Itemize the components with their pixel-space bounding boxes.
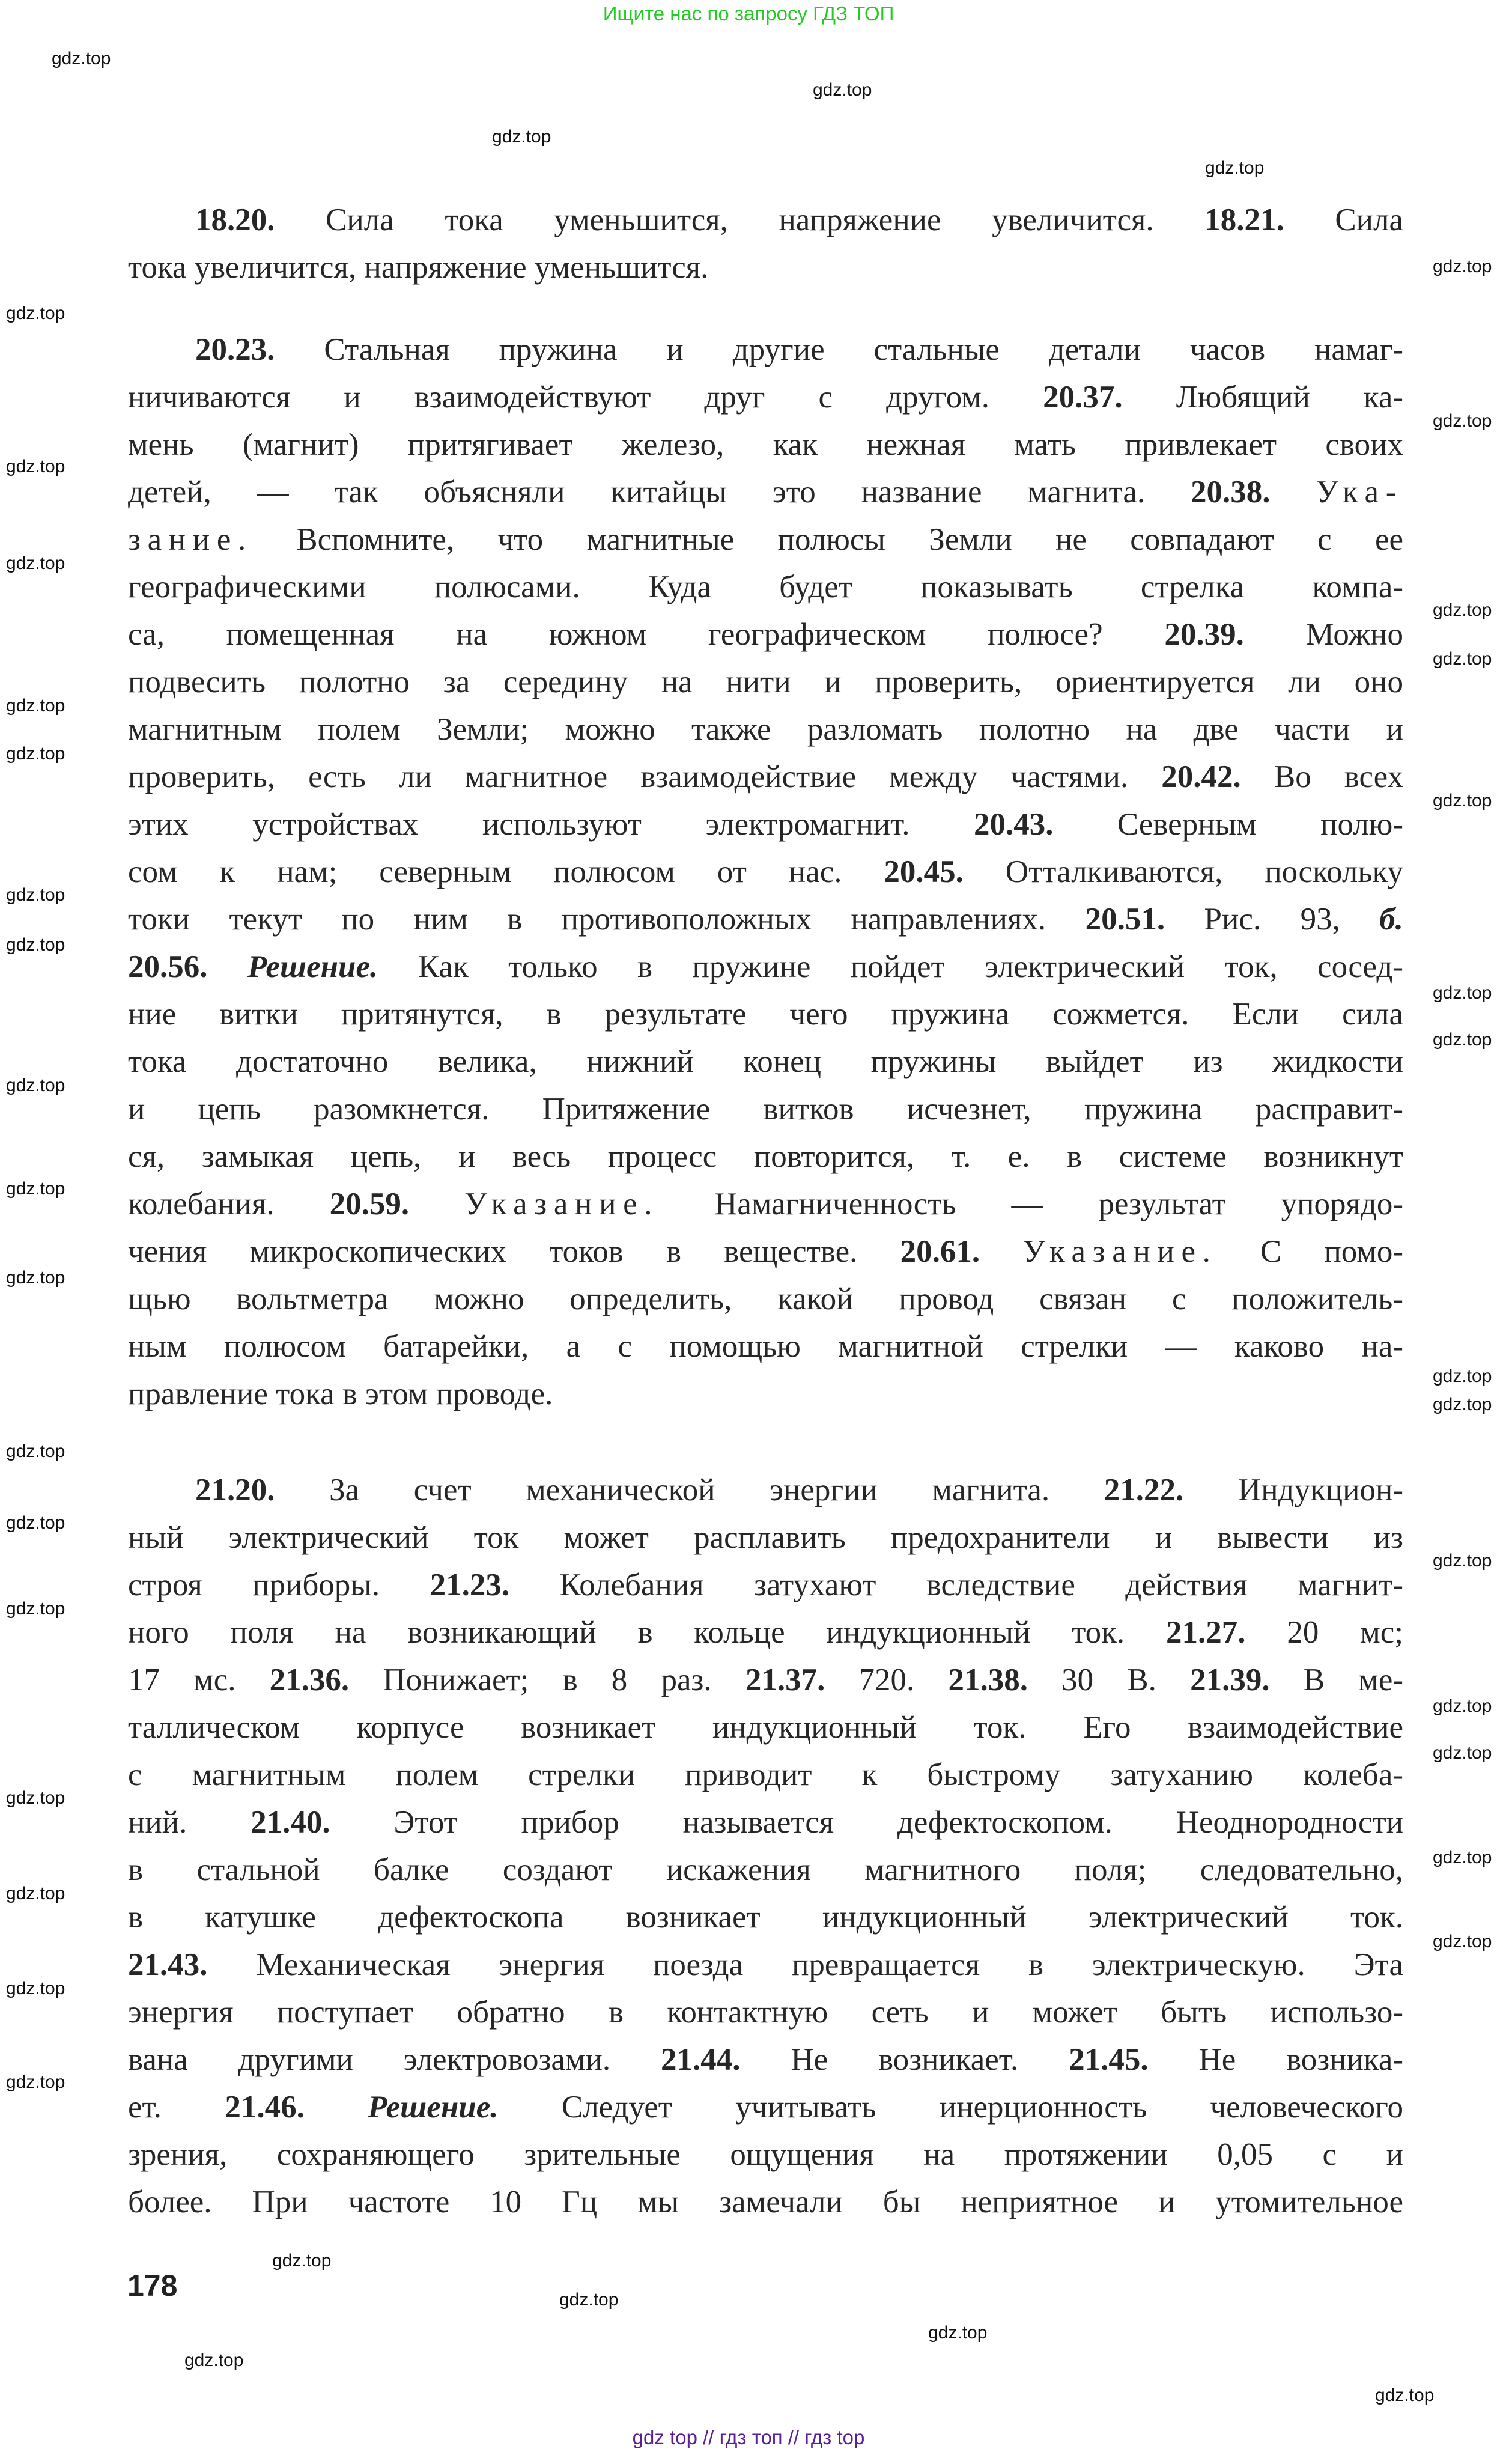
text-run: мень (магнит) притягивает железо, как нежная мать привлекает своих xyxy=(128,427,1403,462)
watermark: gdz.top xyxy=(6,303,65,323)
problem-number: 20.61. xyxy=(900,1234,980,1269)
problem-number: 21.37. xyxy=(745,1662,825,1697)
text-run: чения микроскопических токов в веществе. xyxy=(128,1234,900,1269)
watermark: gdz.top xyxy=(1433,1366,1492,1386)
problem-number: 20.51. xyxy=(1085,902,1165,937)
watermark: gdz.top xyxy=(6,696,65,716)
problem-number: 21.36. xyxy=(269,1662,350,1697)
text-run: зрения, сохраняющего зрительные ощущения на протяжении 0,05 с и xyxy=(128,2137,1403,2172)
problem-number: 21.20. xyxy=(195,1473,275,1507)
text-run: в катушке дефектоскопа возникает индукционный электрический ток. xyxy=(128,1900,1403,1935)
watermark: gdz.top xyxy=(1433,791,1492,811)
text-run: сом к нам; северным полюсом от нас. xyxy=(128,854,884,889)
emphasis-text: Ука- xyxy=(1316,475,1404,510)
text-run: тока увеличится, напряжение уменьшится. xyxy=(128,250,709,285)
text-run: Можно xyxy=(1243,617,1403,652)
text-run: са, помещенная на южном географическом полюсе? xyxy=(128,617,1165,652)
answer-paragraph-20 xyxy=(128,326,1403,1418)
emphasis-text: б. xyxy=(1379,902,1403,937)
text-run: ный электрический ток может расплавить предохранители и вывести из xyxy=(128,1520,1403,1555)
text-run: ным полюсом батарейки, а с помощью магнитной стрелки — каково на- xyxy=(128,1329,1403,1364)
watermark: gdz.top xyxy=(6,1513,65,1533)
text-line xyxy=(128,659,1403,706)
text-run: таллическом корпусе возникает индукционный ток. Его взаимодействие xyxy=(128,1710,1403,1745)
text-run: более. При частоте 10 Гц мы замечали бы неприятное и утомительное xyxy=(128,2185,1403,2219)
text-line xyxy=(128,848,1403,896)
watermark: gdz.top xyxy=(6,553,65,573)
search-banner[interactable]: Ищите нас по запросу ГДЗ ТОП xyxy=(603,2,894,25)
problem-number: 21.39. xyxy=(1190,1662,1270,1697)
watermark: gdz.top xyxy=(1433,1696,1492,1716)
watermark: gdz.top xyxy=(52,49,111,68)
problem-number: 20.59. xyxy=(329,1187,410,1221)
watermark: gdz.top xyxy=(6,935,65,955)
problem-number: 20.42. xyxy=(1161,759,1241,794)
text-line xyxy=(128,1799,1403,1846)
text-run: в стальной балке создают искажения магнитного поля; следовательно, xyxy=(128,1852,1403,1887)
watermark: gdz.top xyxy=(928,2323,988,2343)
text-line xyxy=(128,196,1403,244)
footer-links[interactable]: gdz top // гдз топ // гдз top xyxy=(632,2426,865,2448)
text-run xyxy=(980,1234,1022,1269)
page-number: 178 xyxy=(127,2269,178,2302)
watermark: gdz.top xyxy=(6,2072,65,2092)
text-line xyxy=(128,896,1403,943)
text-run: строя приборы. xyxy=(128,1568,430,1602)
watermark: gdz.top xyxy=(1433,1030,1492,1050)
text-line xyxy=(128,2179,1403,2226)
text-line xyxy=(128,1514,1403,1562)
problem-number: 20.56. xyxy=(128,949,208,984)
text-line xyxy=(128,2131,1403,2179)
problem-number: 21.22. xyxy=(1104,1473,1184,1507)
text-run: ного поля на возникающий в кольце индукционный ток. xyxy=(128,1615,1167,1650)
text-run: проверить, есть ли магнитное взаимодействие между частями. xyxy=(128,759,1162,794)
text-run: вана другими электровозами. xyxy=(128,2042,661,2077)
text-run: магнитным полем Земли; можно также разломать полотно на две части и xyxy=(128,712,1403,747)
text-run: географическими полюсами. Куда будет показывать стрелка компа- xyxy=(128,570,1403,604)
text-run: Северным полю- xyxy=(1053,807,1403,842)
text-run: этих устройствах используют электромагнит. xyxy=(128,807,974,842)
text-run: ний. xyxy=(128,1805,251,1840)
text-line xyxy=(128,374,1403,421)
text-run: Отталкиваются, поскольку xyxy=(963,854,1404,889)
watermark: gdz.top xyxy=(492,127,551,147)
text-run: и цепь разомкнется. Притяжение витков исчезнет, пружина расправит- xyxy=(128,1092,1403,1127)
text-line xyxy=(128,1894,1403,1941)
text-line xyxy=(128,516,1403,564)
text-run: Этот прибор называется дефектоскопом. Неоднородности xyxy=(330,1805,1403,1840)
text-run: Рис. 93, xyxy=(1165,902,1380,937)
problem-number: 20.43. xyxy=(974,807,1054,842)
problem-number: 21.23. xyxy=(430,1568,510,1602)
watermark: gdz.top xyxy=(6,1884,65,1903)
watermark: gdz.top xyxy=(1433,1743,1492,1763)
watermark: gdz.top xyxy=(1433,411,1492,431)
text-run: ничиваются и взаимодействуют друг с другом. xyxy=(128,380,1043,415)
text-run: За счет механической энергии магнита. xyxy=(275,1473,1104,1507)
text-line xyxy=(128,943,1403,991)
text-run: Во всех xyxy=(1240,759,1404,794)
text-line xyxy=(128,753,1403,801)
text-line xyxy=(128,1370,1403,1418)
watermark: gdz.top xyxy=(813,80,872,100)
text-run: тока достаточно велика, нижний конец пружины выйдет из жидкости xyxy=(128,1044,1403,1079)
text-run: Следует учитывать инерционность человеческого xyxy=(498,2090,1404,2125)
text-line xyxy=(128,1276,1403,1323)
watermark: gdz.top xyxy=(1433,257,1492,276)
text-run: ние витки притянутся, в результате чего пружина сожмется. Если сила xyxy=(128,997,1403,1032)
text-line xyxy=(128,1941,1403,1989)
watermark: gdz.top xyxy=(6,1179,65,1199)
problem-number: 20.23. xyxy=(195,332,275,367)
answer-paragraph-21 xyxy=(128,1467,1403,2226)
watermark: gdz.top xyxy=(6,457,65,476)
text-run: 17 мс. xyxy=(128,1662,270,1697)
text-run: Стальная пружина и другие стальные детали часов намаг- xyxy=(275,332,1403,367)
text-line xyxy=(128,1467,1403,1514)
watermark: gdz.top xyxy=(1205,158,1265,178)
problem-number: 20.37. xyxy=(1043,380,1123,415)
problem-number: 21.43. xyxy=(128,1947,208,1982)
problem-number: 21.44. xyxy=(660,2042,741,2077)
text-run: С помо- xyxy=(1217,1234,1403,1269)
text-line xyxy=(128,2036,1403,2084)
problem-number: 21.27. xyxy=(1166,1615,1246,1650)
problem-number: 18.20. xyxy=(195,202,275,237)
text-run: Не возника- xyxy=(1148,2042,1404,2077)
text-line xyxy=(128,1323,1403,1370)
text-run: с магнитным полем стрелки приводит к быстрому затуханию колеба- xyxy=(128,1757,1403,1792)
watermark: gdz.top xyxy=(6,1788,65,1808)
watermark: gdz.top xyxy=(1433,1848,1492,1867)
text-line xyxy=(128,1038,1403,1086)
text-line xyxy=(128,1086,1403,1133)
text-line xyxy=(128,1562,1403,1609)
text-line xyxy=(128,706,1403,753)
text-line xyxy=(128,1846,1403,1894)
problem-number: 21.46. xyxy=(225,2090,305,2125)
text-line xyxy=(128,469,1403,516)
problem-number: 21.45. xyxy=(1069,2042,1149,2077)
emphasis-text: Решение. xyxy=(247,949,378,984)
watermark: gdz.top xyxy=(1433,600,1492,620)
text-run: ся, замыкая цепь, и весь процесс повторится, т. е. в системе возникнут xyxy=(128,1139,1403,1174)
text-line xyxy=(128,326,1403,374)
text-run: Индукцион- xyxy=(1183,1473,1404,1507)
watermark: gdz.top xyxy=(6,744,65,764)
problem-number: 20.39. xyxy=(1164,617,1244,652)
text-run: Любящий ка- xyxy=(1122,380,1403,415)
text-line xyxy=(128,1181,1403,1228)
text-run: Механическая энергия поезда превращается в электрическую. Эта xyxy=(207,1947,1403,1982)
watermark: gdz.top xyxy=(6,885,65,905)
emphasis-text: зание. xyxy=(128,522,253,557)
emphasis-text: Решение. xyxy=(368,2090,499,2125)
text-run: токи текут по ним в противоположных направлениях. xyxy=(128,902,1086,937)
problem-number: 20.38. xyxy=(1191,475,1271,510)
text-run: детей, — так объясняли китайцы это название магнита. xyxy=(128,475,1191,510)
text-line xyxy=(128,2084,1403,2131)
watermark: gdz.top xyxy=(6,1268,65,1288)
watermark: gdz.top xyxy=(1433,1395,1492,1414)
emphasis-text: Указание. xyxy=(464,1187,660,1221)
text-line xyxy=(128,1989,1403,2036)
text-run: Колебания затухают вследствие действия магнит- xyxy=(509,1568,1403,1602)
watermark: gdz.top xyxy=(1375,2385,1435,2405)
watermark: gdz.top xyxy=(6,1979,65,1998)
watermark: gdz.top xyxy=(1433,1932,1492,1951)
text-run: подвесить полотно за середину на нити и проверить, ориентируется ли оно xyxy=(128,665,1403,699)
text-line xyxy=(128,1133,1403,1181)
text-line xyxy=(128,1656,1403,1704)
watermark: gdz.top xyxy=(1433,1551,1492,1571)
text-run: В ме- xyxy=(1269,1662,1403,1697)
text-run: Понижает; в 8 раз. xyxy=(349,1662,745,1697)
text-line xyxy=(128,991,1403,1038)
watermark: gdz.top xyxy=(272,2251,332,2271)
text-run: ет. xyxy=(128,2090,225,2125)
text-run: Намагниченность — результат упорядо- xyxy=(659,1187,1404,1221)
answer-paragraph-18 xyxy=(128,196,1403,291)
text-run: 720. xyxy=(825,1662,949,1697)
text-run: правление тока в этом проводе. xyxy=(128,1376,553,1411)
text-run xyxy=(409,1187,464,1221)
text-line xyxy=(128,801,1403,848)
text-line xyxy=(128,1751,1403,1799)
text-run: Вспомните, что магнитные полюсы Земли не совпадают с ее xyxy=(252,522,1403,557)
watermark: gdz.top xyxy=(184,2350,244,2370)
text-line xyxy=(128,1609,1403,1656)
text-run xyxy=(208,949,247,984)
problem-number: 20.45. xyxy=(884,854,964,889)
text-run: Как только в пружине пойдет электрический ток, сосед- xyxy=(378,949,1403,984)
text-run: Не возникает. xyxy=(740,2042,1069,2077)
text-line xyxy=(128,564,1403,611)
problem-number: 21.38. xyxy=(948,1662,1028,1697)
text-run: энергия поступает обратно в контактную сеть и может быть использо- xyxy=(128,1995,1403,2030)
text-line xyxy=(128,1228,1403,1276)
text-run: Сила тока уменьшится, напряжение увеличится. xyxy=(275,202,1205,237)
problem-number: 18.21. xyxy=(1204,202,1284,237)
text-run: колебания. xyxy=(128,1187,330,1221)
text-run: Сила xyxy=(1284,202,1404,237)
problem-number: 21.40. xyxy=(251,1805,330,1840)
text-run xyxy=(1271,475,1316,510)
watermark: gdz.top xyxy=(559,2290,619,2310)
watermark: gdz.top xyxy=(1433,649,1492,669)
text-run: 30 В. xyxy=(1027,1662,1191,1697)
text-line xyxy=(128,611,1403,659)
text-run: щью вольтметра можно определить, какой провод связан с положитель- xyxy=(128,1282,1403,1316)
emphasis-text: Указание. xyxy=(1022,1234,1218,1269)
text-line xyxy=(128,1704,1403,1751)
text-run xyxy=(305,2090,368,2125)
watermark: gdz.top xyxy=(6,1441,65,1461)
watermark: gdz.top xyxy=(1433,983,1492,1003)
watermark: gdz.top xyxy=(6,1599,65,1619)
watermark: gdz.top xyxy=(6,1075,65,1095)
text-line xyxy=(128,421,1403,469)
text-line xyxy=(128,244,1403,291)
text-run: 20 мс; xyxy=(1245,1615,1403,1650)
